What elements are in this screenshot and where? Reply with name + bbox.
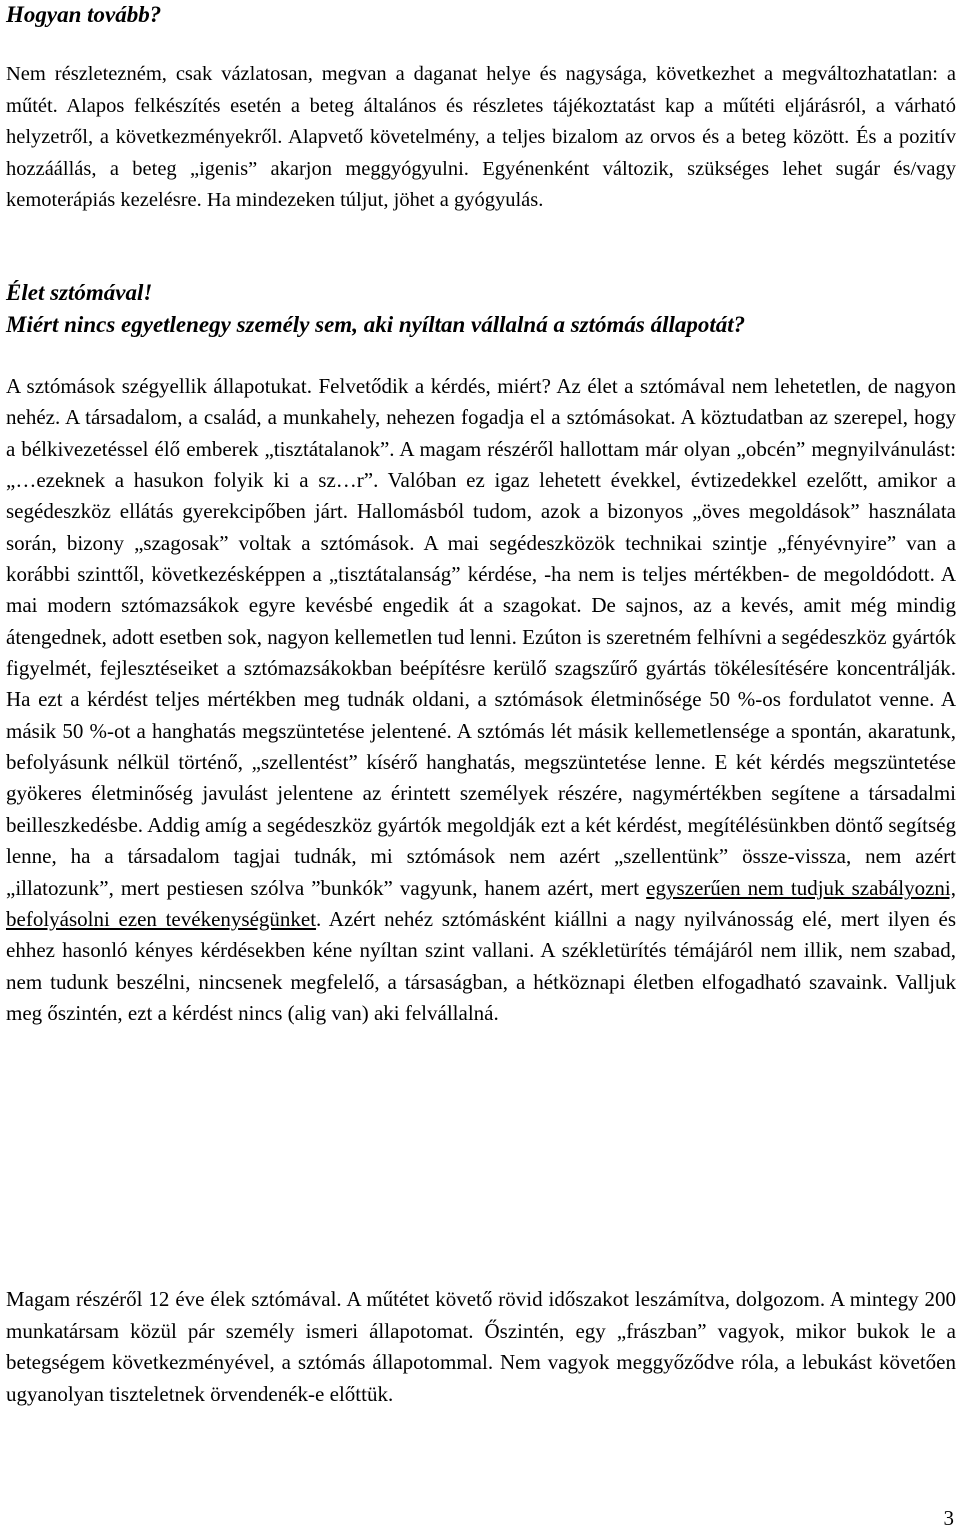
paragraph-stoma-shame bbox=[6, 371, 956, 1029]
underlined-phrase: egyszerűen nem tudjuk szabályozni, befolyásolni ezen tevékenységünket bbox=[6, 875, 956, 931]
section-heading-life-with-stoma: Élet sztómával! bbox=[6, 280, 153, 305]
paragraph-stoma-shame-end: . Azért nehéz sztómásként kiállni a nagy nyilvánosság elé, mert ilyen és ehhez hasonló kényes kérdésekben kéne nyíltan szint vallani. A székletürítés témájáról nem illik, nem szabad, nem tudunk beszélni, nincsenek megfelelő, a társaságban, a hétköznapi életben elfogadható szavaink. Valljuk meg őszintén, ezt a kérdést nincs (alig van) aki felvállalná. bbox=[6, 906, 956, 1025]
paragraph-personal-experience: Magam részéről 12 éve élek sztómával. A műtétet követő rövid időszakot leszámítva, dolgozom. A mintegy 200 munkatársam közül pár személy ismeri állapotomat. Őszintén, egy „frászban” vagyok, mikor bukok le a betegségem következményével, a sztómás állapotommal. Nem vagyok meggyőződve róla, a lebukást követően ugyanolyan tiszteletnek örvendenék-e előttük. bbox=[6, 1287, 956, 1406]
paragraph-surgery: Nem részletezném, csak vázlatosan, megvan a daganat helye és nagysága, következhet a megváltozhatatlan: a műtét. Alapos felkészítés esetén a beteg általános és részletes tájékoztatást kap a műtéti eljárásról, a várható helyzetről, a következményekről. Alapvető követelmény, a teljes bizalom az orvos és a beteg között. És a pozitív hozzáállás, a beteg „igenis” akarjon meggyógyulni. Egyénenként változik, szükséges lehet sugár és/vagy kemoterápiás kezelésre. Ha mindezeken túljut, jöhet a gyógyulás. bbox=[6, 63, 956, 212]
section-subheading-why-nobody: Miért nincs egyetlenegy személy sem, aki nyíltan vállalná a sztómás állapotát? bbox=[6, 312, 746, 337]
section-heading-how-next: Hogyan tovább? bbox=[6, 2, 162, 27]
paragraph-stoma-shame-text: A sztómások szégyellik állapotukat. Felvetődik a kérdés, miért? Az élet a sztómával nem lehetetlen, de nagyon nehéz. A társadalom, a család, a munkahely, nehezen fogadja el a sztómásokat. A köztudatban az szerepel, hogy a bélkivezetéssel élő emberek „tisztátalanok”. A magam részéről hallottam már olyan „obcén” megnyilvánulást: „…ezeknek a hasukon folyik ki a sz…r”. Valóban ez igaz lehetett évekkel, évtizedekkel ezelőtt, amikor a segédeszköz ellátás gyerekcipőben járt. Hallomásból tudom, azok a bizonyos „öves megoldások” használata során, bizony „szagosak” voltak a sztómások. A mai segédeszközök technikai szintje „fényévnyire” van a korábbi szinttől, következésképpen a „tisztátalanság” kérdése, -ha nem is teljes mértékben- de megoldódott. A mai modern sztómazsákok egyre kevésbé engedik át a szagokat. De sajnos, az a kevés, amit még mindig átengednek, adott esetben sok, nagyon kellemetlen tud lenni. Ezúton is szeretném felhívni a segédeszköz gyártók figyelmét, fejlesztéseiket a sztómazsákokban beépítésre kerülő szagszűrő gyártás tökélesítésére koncentrálják. Ha ezt a kérdést teljes mértékben meg tudnák oldani, a sztómások életminősége 50 %-os fordulatot venne. A másik 50 %-ot a hanghatás megszüntetése jelentené. A sztómás lét másik kellemetlensége a spontán, akaratunk, befolyásunk nélkül történő, „szellentést” kísérő hanghatás, megszüntetése lenne. E két kérdés megszüntetése gyökeres életminőség javulást jelentene az érintett személyek részére, nagymértékben segítene a társadalmi beilleszkedésbe. Addig amíg a segédeszköz gyártók megoldják ezt a két kérdést, megítélésünkben döntő segítség lenne, ha a társadalom tagjai tudnák, mi sztómások nem azért „szellentünk” össze-vissza, nem azért „illatozunk”, mert pestiesen szólva ”bunkók” vagyunk, hanem azért, mert bbox=[6, 374, 956, 900]
page-number: 3 bbox=[943, 1506, 954, 1530]
